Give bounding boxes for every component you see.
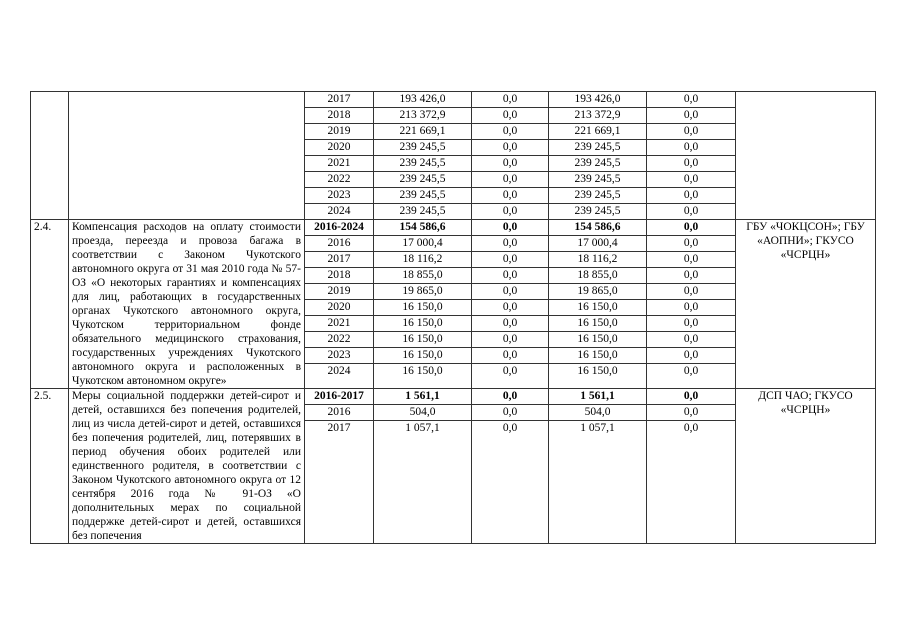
cell-line: 2016-2024 — [305, 220, 373, 236]
cell-line: 0,0 — [647, 363, 735, 379]
cell-line: 17 000,4 — [402, 237, 443, 249]
cell-line: 2022 — [305, 331, 373, 347]
cell-line: 1 057,1 — [374, 420, 471, 436]
cell-line: 0,0 — [647, 187, 735, 203]
cell-line: 0,0 — [472, 389, 548, 405]
cell-line: 0,0 — [472, 420, 548, 436]
cell-line: 0,0 — [647, 203, 735, 219]
other-cell — [647, 389, 736, 544]
cell-line: 0,0 — [472, 347, 548, 363]
row-number-cell — [31, 92, 69, 220]
cell-line: 19 865,0 — [374, 283, 471, 299]
cell-line: 2024 — [305, 203, 373, 219]
other-cell — [647, 92, 736, 220]
row-description: Меры социальной поддержки детей-сирот и детей, оставшихся без попечения родителей, лиц из числа детей-сирот и детей, оставшихся без попечения родителей, лиц, потерявших в период обучения обоих родителей или единственного родителя, в соответствии с Законом Чукотского автономного округа от 12 сентября 2016 года № 91-ОЗ «О дополнительных мерах по социальной поддержке детей-сирот и детей, оставшихся без попечения — [69, 389, 305, 544]
cell-line: 0,0 — [472, 251, 548, 267]
total-cell — [374, 92, 472, 220]
cell-line: 18 855,0 — [374, 267, 471, 283]
cell-line: 2019 — [305, 283, 373, 299]
program-table — [30, 91, 876, 544]
cell-line: 2024 — [305, 363, 373, 379]
cell-line: 2023 — [305, 187, 373, 203]
responsible-executors: ГБУ «ЧОКЦСОН»; ГБУ «АОПНИ»; ГКУСО «ЧСРЦН» — [736, 220, 876, 389]
regional-cell — [549, 389, 647, 544]
cell-line: 2017 — [305, 251, 373, 267]
cell-line: 2023 — [305, 347, 373, 363]
cell-line: 2016-2017 — [305, 389, 373, 405]
cell-line: 0,0 — [683, 93, 699, 105]
cell-line: 221 669,1 — [549, 123, 646, 139]
cell-line: 0,0 — [472, 315, 548, 331]
cell-line: 0,0 — [472, 155, 548, 171]
cell-line: 16 150,0 — [549, 363, 646, 379]
cell-line: 2018 — [305, 107, 373, 123]
cell-line: 0,0 — [472, 267, 548, 283]
cell-line: 0,0 — [647, 331, 735, 347]
cell-line: 0,0 — [472, 283, 548, 299]
federal-cell — [472, 92, 549, 220]
years-cell — [305, 389, 374, 544]
cell-line: 0,0 — [647, 283, 735, 299]
cell-line: 154 586,6 — [549, 220, 646, 236]
row-number: 2.4. — [31, 220, 69, 389]
cell-line: 0,0 — [647, 389, 735, 405]
years-cell — [305, 220, 374, 389]
cell-line: 213 372,9 — [374, 107, 471, 123]
cell-line: 16 150,0 — [549, 347, 646, 363]
cell-line: 239 245,5 — [549, 171, 646, 187]
cell-line: 1 561,1 — [549, 389, 646, 405]
cell-line: 0,0 — [472, 220, 548, 236]
cell-line: 0,0 — [472, 203, 548, 219]
cell-line: 239 245,5 — [374, 187, 471, 203]
cell-line: 18 116,2 — [549, 251, 646, 267]
cell-line: 239 245,5 — [374, 139, 471, 155]
cell-line: 1 561,1 — [374, 389, 471, 405]
regional-cell — [549, 220, 647, 389]
cell-line: 2022 — [305, 171, 373, 187]
cell-line: 2016 — [327, 237, 351, 249]
cell-line: 0,0 — [502, 406, 518, 418]
cell-line: 0,0 — [647, 171, 735, 187]
cell-line: 0,0 — [647, 251, 735, 267]
cell-line: 16 150,0 — [374, 315, 471, 331]
cell-line: 0,0 — [502, 93, 518, 105]
cell-line: 0,0 — [472, 139, 548, 155]
other-cell — [647, 220, 736, 389]
cell-line: 213 372,9 — [549, 107, 646, 123]
cell-line: 2017 — [305, 420, 373, 436]
cell-line: 193 426,0 — [574, 93, 621, 105]
cell-line: 16 150,0 — [374, 331, 471, 347]
cell-line: 0,0 — [472, 171, 548, 187]
cell-line: 16 150,0 — [549, 299, 646, 315]
regional-cell — [549, 92, 647, 220]
cell-line: 0,0 — [647, 299, 735, 315]
cell-line: 16 150,0 — [374, 363, 471, 379]
cell-line: 239 245,5 — [374, 171, 471, 187]
cell-line: 239 245,5 — [374, 155, 471, 171]
cell-line: 16 150,0 — [549, 331, 646, 347]
cell-line: 2018 — [305, 267, 373, 283]
cell-line: 154 586,6 — [374, 220, 471, 236]
responsible-executors: ДСП ЧАО; ГКУСО «ЧСРЦН» — [736, 389, 876, 544]
cell-line: 0,0 — [472, 363, 548, 379]
cell-line: 239 245,5 — [549, 139, 646, 155]
table-row-2-4 — [31, 220, 876, 389]
cell-line: 0,0 — [647, 315, 735, 331]
cell-line: 18 855,0 — [549, 267, 646, 283]
cell-line: 2021 — [305, 315, 373, 331]
cell-line: 0,0 — [472, 299, 548, 315]
cell-line: 2020 — [305, 139, 373, 155]
cell-line: 16 150,0 — [374, 347, 471, 363]
total-cell — [374, 220, 472, 389]
cell-line: 0,0 — [472, 107, 548, 123]
cell-line: 504,0 — [584, 406, 611, 418]
cell-line: 239 245,5 — [549, 155, 646, 171]
total-cell — [374, 389, 472, 544]
cell-line: 2020 — [305, 299, 373, 315]
cell-line: 221 669,1 — [374, 123, 471, 139]
cell-line: 16 150,0 — [374, 299, 471, 315]
cell-line: 2019 — [305, 123, 373, 139]
cell-line: 0,0 — [647, 420, 735, 436]
description-cell — [69, 92, 305, 220]
cell-line: 17 000,4 — [577, 237, 618, 249]
cell-line: 0,0 — [647, 139, 735, 155]
cell-line: 2021 — [305, 155, 373, 171]
cell-line: 239 245,5 — [374, 203, 471, 219]
cell-line: 19 865,0 — [549, 283, 646, 299]
table-row-2-5 — [31, 389, 876, 544]
responsible-cell — [736, 92, 876, 220]
row-number: 2.5. — [31, 389, 69, 544]
cell-line: 0,0 — [502, 237, 518, 249]
federal-cell — [472, 220, 549, 389]
cell-line: 0,0 — [647, 107, 735, 123]
cell-line: 0,0 — [472, 331, 548, 347]
federal-cell — [472, 389, 549, 544]
cell-line: 239 245,5 — [549, 203, 646, 219]
cell-line: 2016 — [327, 406, 351, 418]
cell-line: 239 245,5 — [549, 187, 646, 203]
cell-line: 0,0 — [472, 123, 548, 139]
cell-line: 1 057,1 — [549, 420, 646, 436]
cell-line: 18 116,2 — [374, 251, 471, 267]
table-row-continuation — [31, 92, 876, 220]
cell-line: 0,0 — [647, 123, 735, 139]
cell-line: 0,0 — [647, 220, 735, 236]
cell-line: 504,0 — [409, 406, 436, 418]
cell-line: 0,0 — [647, 267, 735, 283]
years-cell — [305, 92, 374, 220]
cell-line: 0,0 — [647, 347, 735, 363]
cell-line: 193 426,0 — [399, 93, 446, 105]
cell-line: 0,0 — [647, 155, 735, 171]
cell-line: 0,0 — [683, 237, 699, 249]
cell-line: 2017 — [327, 93, 351, 105]
cell-line: 0,0 — [683, 406, 699, 418]
cell-line: 16 150,0 — [549, 315, 646, 331]
cell-line: 0,0 — [472, 187, 548, 203]
row-description: Компенсация расходов на оплату стоимости проезда, переезда и провоза багажа в соответствии с Законом Чукотского автономного округа от 31 мая 2010 года № 57-ОЗ «О некоторых гарантиях и компенсациях для лиц, работающих в государственных органах Чукотского автономного округа, Чукотском территориальном фонде обязательного медицинского страхования, государственных учреждениях Чукотского автономного округа и расположенных в Чукотском автономном округе» — [69, 220, 305, 389]
